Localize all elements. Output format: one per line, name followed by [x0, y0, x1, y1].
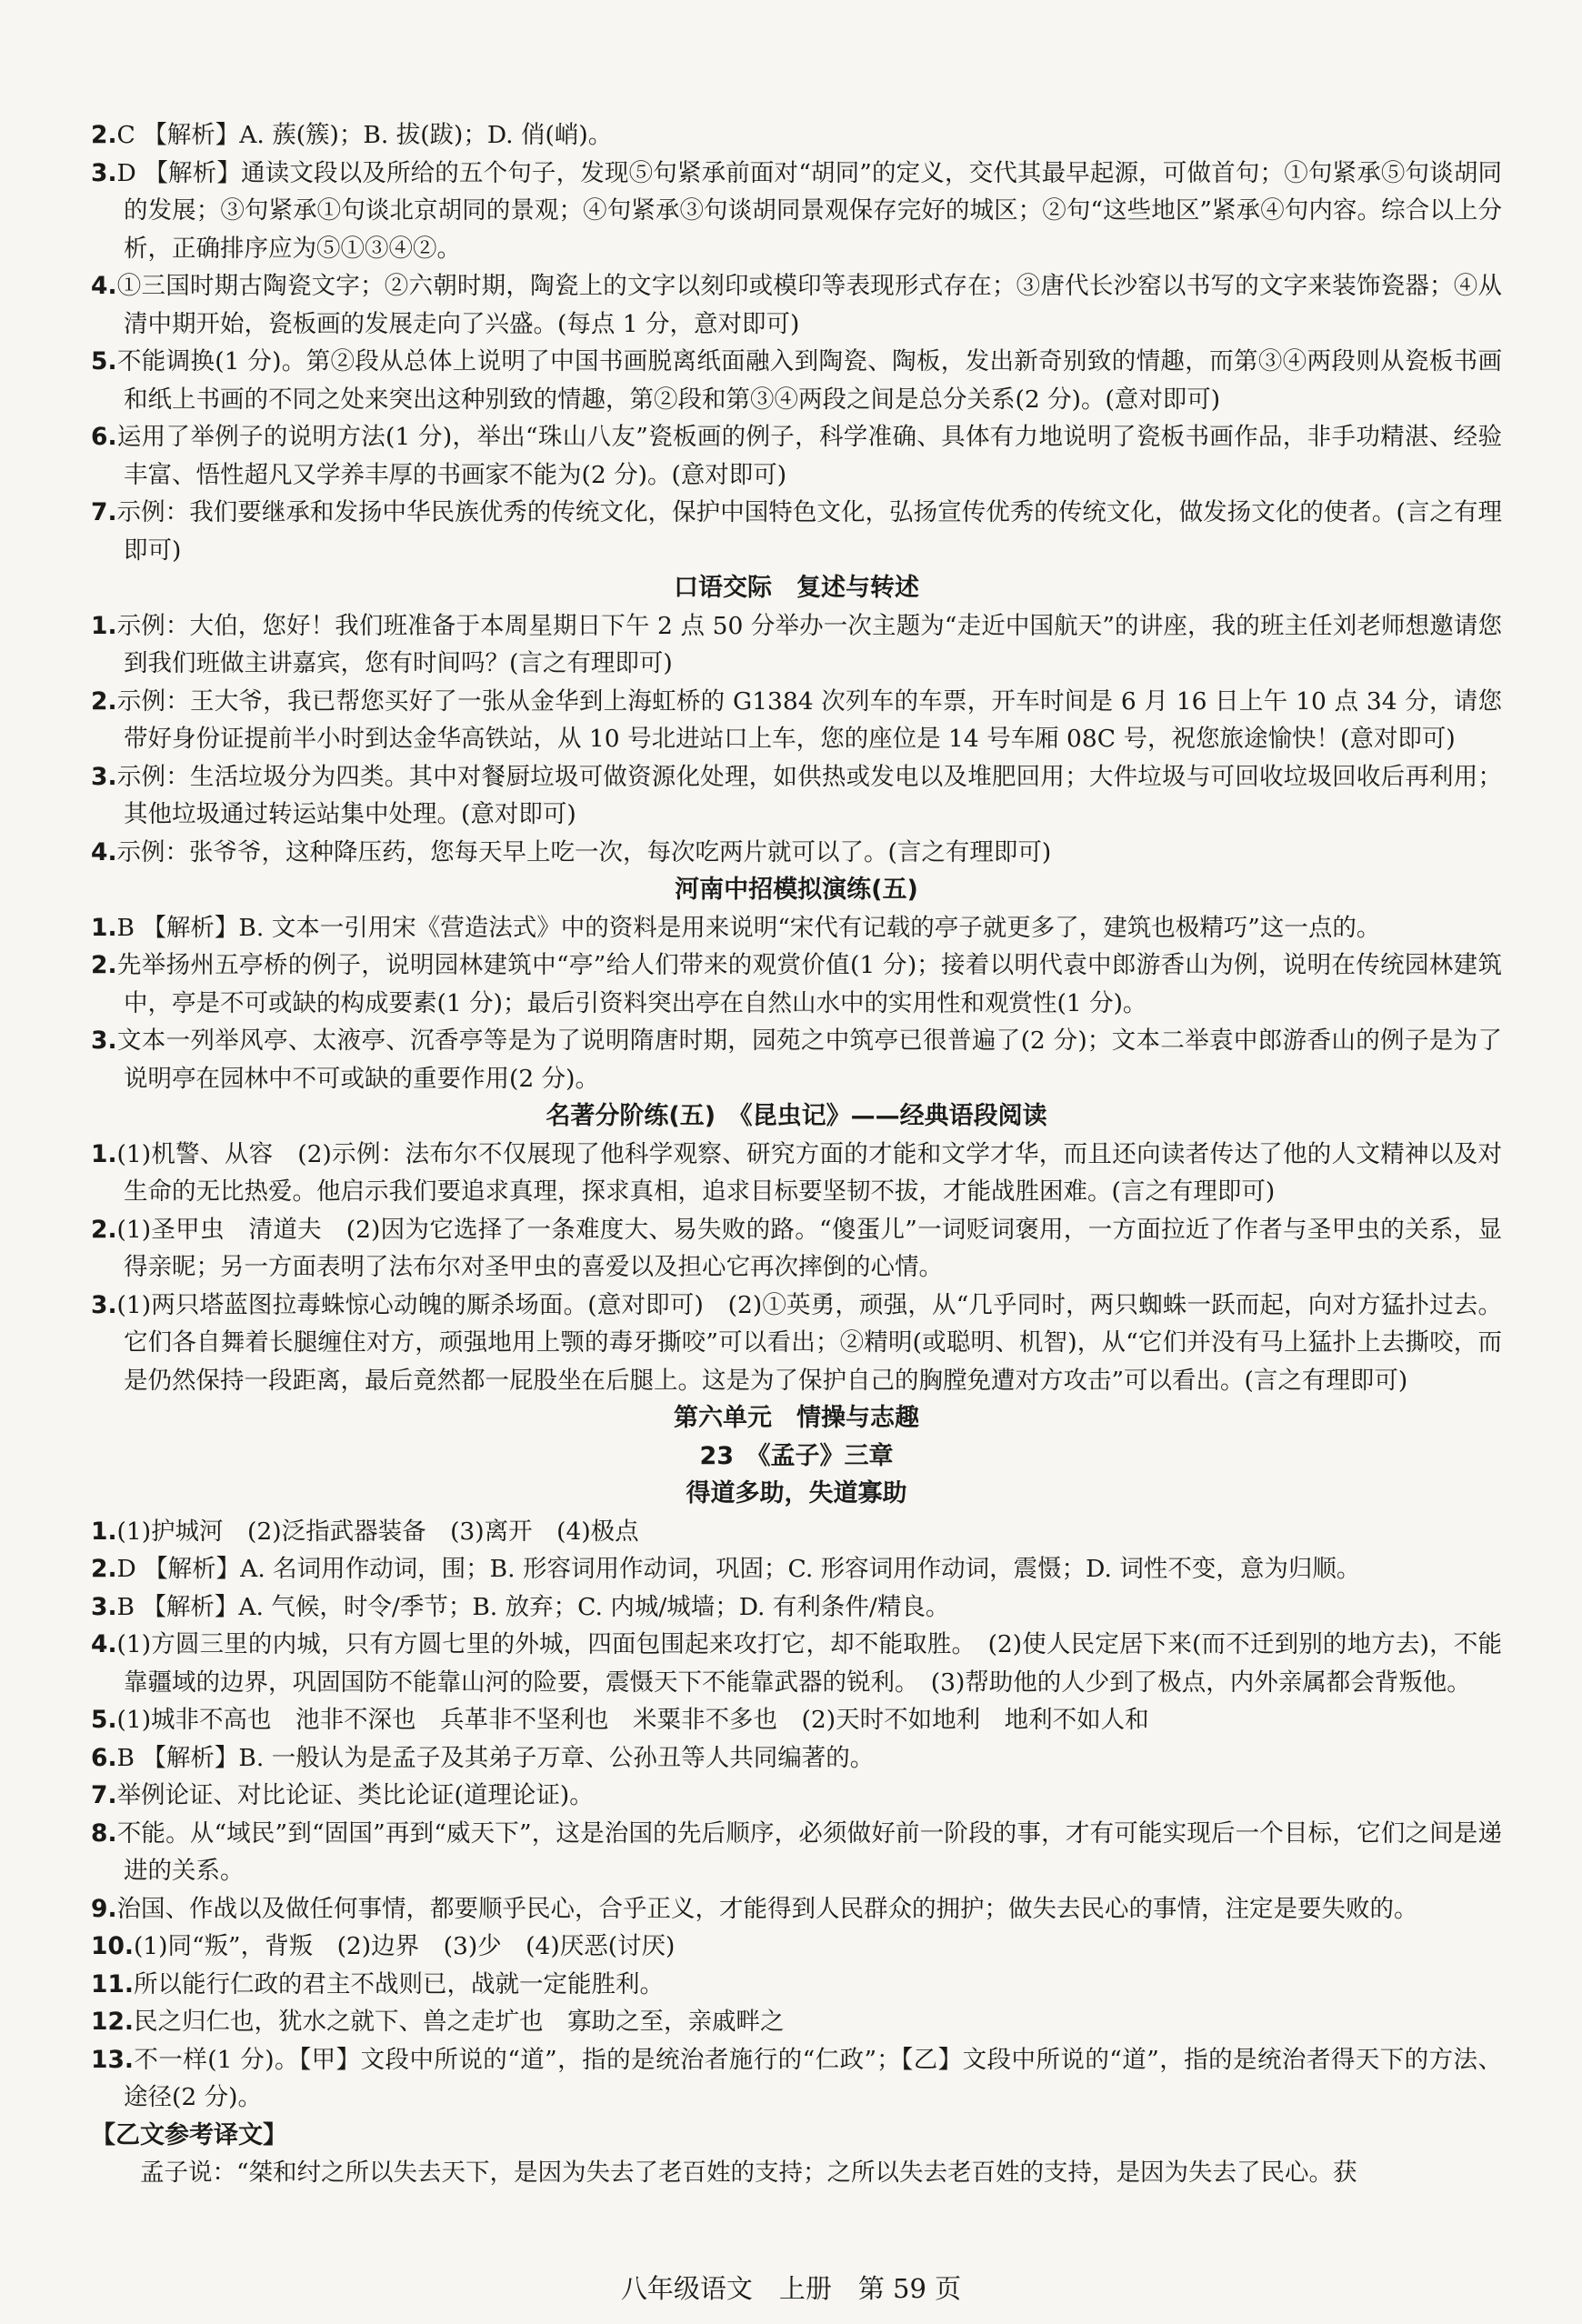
answer-text: 先举扬州五亭桥的例子，说明园林建筑中“亭”给人们带来的观赏价值(1 分)；接着以明代袁中郎游香山为例，说明在传统园林建筑中，亭是不可或缺的构成要素(1 分)；最后引资料突出亭在自然山水中的实用性和观赏性(1 分)。: [116, 951, 1502, 1017]
answer-number: 11.: [91, 1969, 134, 1998]
answer-text: 示例：张爷爷，这种降压药，您每天早上吃一次，每次吃两片就可以了。(言之有理即可): [116, 837, 1052, 866]
answer-number: 3.: [91, 1290, 117, 1319]
answer-number: 2.: [91, 951, 117, 979]
answer-number: 2.: [91, 686, 117, 716]
answer-text: 不一样(1 分)。【甲】文段中所说的“道”，指的是统治者施行的“仁政”；【乙】文段中所说的“道”，指的是统治者得天下的方法、途径(2 分)。: [124, 2045, 1502, 2111]
answer-item: [91, 1136, 1502, 1211]
answer-item: [91, 607, 1502, 683]
answer-text: 不能调换(1 分)。第②段从总体上说明了中国书画脱离纸面融入到陶瓷、陶板，发出新奇别致的情趣，而第③④两段则从瓷板书画和纸上书画的不同之处来突出这种别致的情趣，第②段和第③④两段之间是总分关系(2 分)。(意对即可): [116, 347, 1502, 414]
answer-text: (1)机警、从容 (2)示例：法布尔不仅展现了他科学观察、研究方面的才能和文学才华，而且还向读者传达了他的人文精神以及对生命的无比热爱。他启示我们要追求真理，探求真相，追求目标要坚韧不拔，才能战胜困难。(言之有理即可): [116, 1139, 1502, 1206]
answer-number: 3.: [91, 762, 117, 791]
answer-number: 2.: [91, 1215, 117, 1244]
answer-item: [91, 418, 1502, 494]
answer-number: 1.: [91, 611, 117, 640]
answer-item: [91, 1588, 1502, 1627]
answer-item: [91, 909, 1502, 947]
page-footer: 八年级语文 上册 第 59 页: [620, 2273, 962, 2304]
answer-text: 举例论证、对比论证、类比论证(道理论证)。: [116, 1781, 594, 1809]
answer-number: 1.: [91, 1139, 117, 1168]
lesson-title: 23 《孟子》三章: [699, 1441, 894, 1470]
answer-text: 文本一列举风亭、太液亭、沉香亭等是为了说明隋唐时期，园苑之中筑亭已很普遍了(2 分)；文本二举袁中郎游香山的例子是为了说明亭在园林中不可或缺的重要作用(2 分)。: [116, 1027, 1502, 1093]
answer-number: 6.: [91, 423, 117, 451]
answer-text: B 【解析】B. 一般认为是孟子及其弟子万章、公孙丑等人共同编著的。: [116, 1743, 875, 1772]
answer-item: [91, 1928, 1502, 1966]
answer-number: 5.: [91, 1706, 117, 1734]
answer-number: 12.: [91, 2008, 134, 2036]
answer-item: [91, 2041, 1502, 2117]
answer-item: [91, 1513, 1502, 1551]
answer-text: 民之归仁也，犹水之就下、兽之走圹也 寡助之至，亲戚畔之: [133, 2008, 785, 2036]
answer-text: D 【解析】通读文段以及所给的五个句子，发现⑤句紧承前面对“胡同”的定义，交代其最早起源，可做首句；①句紧承⑤句谈胡同的发展；③句紧承①句谈北京胡同的景观；④句紧承③句谈胡同景观保存完好的城区；②句“这些地区”紧承④句内容。综合以上分析，正确排序应为⑤①③④②。: [116, 158, 1502, 263]
answer-number: 5.: [91, 347, 117, 376]
answer-item: [91, 1626, 1502, 1701]
translation-text: 孟子说：“桀和纣之所以失去天下，是因为失去了老百姓的支持；之所以失去老百姓的支持，是因为失去了民心。获: [140, 2159, 1357, 2187]
answer-text: 示例：王大爷，我已帮您买好了一张从金华到上海虹桥的 G1384 次列车的车票，开车时间是 6 月 16 日上午 10 点 34 分，请您带好身份证提前半小时到达金华高铁站，从 10 号北进站口上车，您的座位是 14 号车厢 08C 号，祝您旅途愉快！(意对即可): [116, 686, 1502, 753]
answer-item: [91, 683, 1502, 758]
answer-list-henan: [91, 909, 1502, 1098]
answer-text: 运用了举例子的说明方法(1 分)，举出“珠山八友”瓷板画的例子，科学准确、具体有力地说明了瓷板书画作品，非手功精湛、经验丰富、悟性超凡又学养丰厚的书画家不能为(2 分)。(意对即可): [116, 423, 1502, 489]
answer-item: [91, 1777, 1502, 1815]
answer-number: 3.: [91, 158, 117, 187]
answer-item: [91, 1022, 1502, 1097]
answer-item: [91, 155, 1502, 268]
answer-number: 3.: [91, 1592, 117, 1621]
answer-item: [91, 1550, 1502, 1588]
answer-item: [91, 1211, 1502, 1287]
answer-item: [91, 494, 1502, 569]
answer-text: 示例：生活垃圾分为四类。其中对餐厨垃圾可做资源化处理，如供热或发电以及堆肥回用；大件垃圾与可回收垃圾回收后再利用；其他垃圾通过转运站集中处理。(意对即可): [116, 762, 1502, 828]
chapter-title: 得道多助，失道寡助: [686, 1479, 907, 1508]
answer-number: 4.: [91, 1630, 117, 1658]
answer-text: D 【解析】A. 名词用作动词，围；B. 形容词用作动词，巩固；C. 形容词用作动词，震慑；D. 词性不变，意为归顺。: [116, 1555, 1361, 1583]
answer-text: (1)方圆三里的内城，只有方圆七里的外城，四面包围起来攻打它，却不能取胜。 (2)使人民定居下来(而不迁到别的地方去)，不能靠疆域的边界，巩固国防不能靠山河的险要，震慑天下不能靠武器的锐利。 (3)帮助他的人少到了极点，内外亲属都会背叛他。: [116, 1630, 1502, 1697]
answer-item: [91, 834, 1502, 872]
answer-item: [91, 1966, 1502, 2004]
section-title-mingzhu: 名著分阶练(五) 《昆虫记》——经典语段阅读: [546, 1102, 1047, 1130]
answer-text: (1)同“叛”，背叛 (2)边界 (3)少 (4)厌恶(讨厌): [133, 1932, 676, 1960]
answer-text: 示例：大伯，您好！我们班准备于本周星期日下午 2 点 50 分举办一次主题为“走近中国航天”的讲座，我的班主任刘老师想邀请您到我们班做主讲嘉宾，您有时间吗？(言之有理即可): [116, 611, 1502, 677]
answer-text: 治国、作战以及做任何事情，都要顺乎民心，合乎正义，才能得到人民群众的拥护；做失去民心的事情，注定是要失败的。: [116, 1894, 1418, 1923]
answer-item: [91, 2003, 1502, 2041]
translation-label: 【乙文参考译文】: [91, 2120, 287, 2149]
answer-text: C 【解析】A. 蔟(簇)；B. 拔(跋)；D. 俏(峭)。: [116, 121, 613, 149]
answer-text: 示例：我们要继承和发扬中华民族优秀的传统文化，保护中国特色文化，弘扬宣传优秀的传统文化，做发扬文化的使者。(言之有理即可): [116, 498, 1502, 565]
answer-item: [91, 758, 1502, 834]
answer-item: [91, 267, 1502, 343]
answer-number: 10.: [91, 1932, 134, 1960]
answer-number: 2.: [91, 1555, 117, 1583]
answer-list-oral: [91, 607, 1502, 872]
answer-item: [91, 1287, 1502, 1400]
answer-item: [91, 1815, 1502, 1890]
answer-number: 9.: [91, 1894, 117, 1923]
answer-item: [91, 947, 1502, 1022]
answer-item: [91, 343, 1502, 418]
answer-number: 3.: [91, 1027, 117, 1055]
answer-item: [91, 1890, 1502, 1928]
answer-text: (1)两只塔蓝图拉毒蛛惊心动魄的厮杀场面。(意对即可) (2)①英勇，顽强，从“几乎同时，两只蜘蛛一跃而起，向对方猛扑过去。它们各自舞着长腿缠住对方，顽强地用上颚的毒牙撕咬”可以看出；②精明(或聪明、机智)，从“它们并没有马上猛扑上去撕咬，而是仍然保持一段距离，最后竟然都一屁股坐在后腿上。这是为了保护自己的胸膛免遭对方攻击”可以看出。(言之有理即可): [116, 1290, 1502, 1395]
answer-item: [91, 116, 1502, 155]
unit-title: 第六单元 情操与志趣: [674, 1404, 919, 1432]
answer-text: (1)护城河 (2)泛指武器装备 (3)离开 (4)极点: [116, 1517, 639, 1546]
section-title-henan: 河南中招模拟演练(五): [675, 876, 918, 904]
answer-list-mengzi: [91, 1513, 1502, 2117]
section-title-oral: 口语交际 复述与转述: [674, 574, 919, 602]
answer-number: 1.: [91, 1517, 117, 1546]
answer-number: 8.: [91, 1818, 117, 1848]
answer-number: 7.: [91, 1781, 117, 1809]
answer-number: 13.: [91, 2045, 134, 2074]
answer-text: 所以能行仁政的君主不战则已，战就一定能胜利。: [133, 1969, 664, 1998]
answer-number: 7.: [91, 498, 117, 526]
answer-number: 6.: [91, 1743, 117, 1772]
answer-item: [91, 1739, 1502, 1778]
answer-number: 4.: [91, 272, 117, 300]
answer-text: B 【解析】A. 气候，时令/季节；B. 放弃；C. 内城/城墙；D. 有利条件/精良。: [116, 1592, 950, 1621]
answer-number: 1.: [91, 913, 117, 942]
page-content: [91, 116, 1502, 2192]
answer-number: 2.: [91, 121, 117, 149]
answer-text: ①三国时期古陶瓷文字；②六朝时期，陶瓷上的文字以刻印或模印等表现形式存在；③唐代长沙窑以书写的文字来装饰瓷器；④从清中期开始，瓷板画的发展走向了兴盛。(每点 1 分，意对即可): [116, 272, 1502, 338]
answer-text: (1)圣甲虫 清道夫 (2)因为它选择了一条难度大、易失败的路。“傻蛋儿”一词贬词褒用，一方面拉近了作者与圣甲虫的关系，显得亲昵；另一方面表明了法布尔对圣甲虫的喜爱以及担心它再次摔倒的心情。: [116, 1215, 1502, 1281]
answer-list-reading: [91, 116, 1502, 569]
answer-text: 不能。从“域民”到“固国”再到“威天下”，这是治国的先后顺序，必须做好前一阶段的事，才有可能实现后一个目标，它们之间是递进的关系。: [116, 1818, 1502, 1885]
answer-item: [91, 1701, 1502, 1739]
answer-text: B 【解析】B. 文本一引用宋《营造法式》中的资料是用来说明“宋代有记载的亭子就更多了，建筑也极精巧”这一点的。: [116, 913, 1381, 942]
answer-number: 4.: [91, 837, 117, 866]
answer-text: (1)城非不高也 池非不深也 兵革非不坚利也 米粟非不多也 (2)天时不如地利 地利不如人和: [116, 1706, 1149, 1734]
answer-list-mingzhu: [91, 1136, 1502, 1400]
